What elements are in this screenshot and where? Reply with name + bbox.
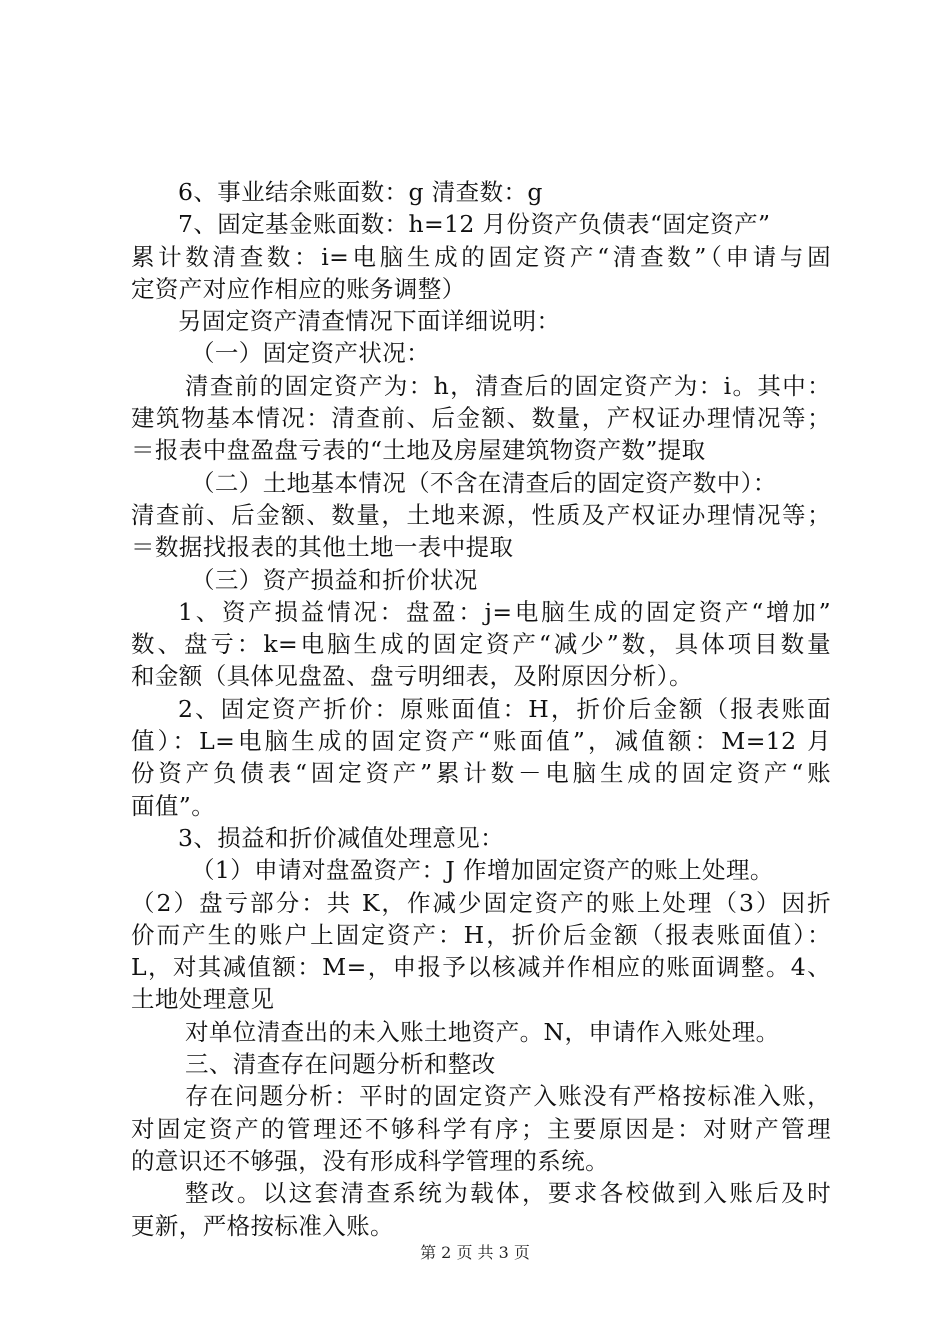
section-heading: （二）土地基本情况（不含在清查后的固定资产数中）： (191, 468, 777, 497)
paragraph-line: 对单位清查出的未入账土地资产。N，申请作入账处理。 (185, 1017, 780, 1046)
paragraph-line: 存在问题分析：平时的固定资产入账没有严格按标准入账， (185, 1082, 831, 1111)
paragraph-line: ＝报表中盘盈盘亏表的“土地及房屋建筑物资产数”提取 (131, 436, 706, 465)
paragraph-line: 的意识还不够强，没有形成科学管理的系统。 (131, 1146, 609, 1175)
paragraph-line: 整改。以这套清查系统为载体，要求各校做到入账后及时 (185, 1179, 831, 1208)
paragraph-line: 定资产对应作相应的账务调整） (131, 274, 466, 303)
paragraph-line: 3、损益和折价减值处理意见： (178, 823, 505, 852)
paragraph-line: 清查前的固定资产为：h，清查后的固定资产为：i。其中： (185, 371, 831, 400)
paragraph-line: 和金额（具体见盘盈、盘亏明细表，及附原因分析）。 (131, 662, 693, 691)
paragraph-line: 对固定资产的管理还不够科学有序；主要原因是：对财产管理 (131, 1114, 831, 1143)
paragraph-line: （2）盘亏部分：共 K，作减少固定资产的账上处理（3）因折 (131, 888, 831, 917)
paragraph-line: 份资产负债表“固定资产”累计数－电脑生成的固定资产“账 (131, 759, 831, 788)
paragraph-line: 清查前、后金额、数量，土地来源，性质及产权证办理情况等； (131, 500, 831, 529)
paragraph-line: ＝数据找报表的其他土地一表中提取 (131, 533, 514, 562)
section-heading: （一）固定资产状况： (191, 339, 430, 368)
paragraph-line: 土地处理意见 (131, 985, 275, 1014)
paragraph-line: 更新，严格按标准入账。 (131, 1211, 394, 1240)
paragraph-line: （1）申请对盘盈资产：J 作增加固定资产的账上处理。 (191, 856, 774, 885)
paragraph-line: 1、资产损益情况：盘盈：j=电脑生成的固定资产“增加” (178, 597, 831, 626)
page-number-footer: 第 2 页 共 3 页 (420, 1243, 530, 1262)
paragraph-line: 价而产生的账户上固定资产：H，折价后金额（报表账面值）： (131, 920, 831, 949)
paragraph-line: 另固定资产清查情况下面详细说明： (178, 307, 561, 336)
section-heading: 三、清查存在问题分析和整改 (185, 1050, 496, 1079)
paragraph-line: L，对其减值额：M=，申报予以核减并作相应的账面调整。4、 (131, 953, 831, 982)
paragraph-line: 7、固定基金账面数：h=12 月份资产负债表“固定资产” (178, 210, 771, 239)
paragraph-line: 累计数清查数：i=电脑生成的固定资产“清查数”（申请与固 (131, 242, 831, 271)
paragraph-line: 2、固定资产折价：原账面值：H，折价后金额（报表账面 (178, 694, 831, 723)
paragraph-line: 6、事业结余账面数：g 清查数：g (178, 178, 543, 206)
paragraph-line: 值）：L=电脑生成的固定资产“账面值”，减值额：M=12 月 (131, 727, 831, 756)
paragraph-line: 数、盘亏：k=电脑生成的固定资产“减少”数，具体项目数量 (131, 630, 831, 659)
section-heading: （三）资产损益和折价状况 (191, 565, 478, 594)
document-body (131, 176, 831, 1242)
paragraph-line: 面值”。 (131, 791, 216, 820)
paragraph-line: 建筑物基本情况：清查前、后金额、数量，产权证办理情况等； (131, 404, 831, 433)
